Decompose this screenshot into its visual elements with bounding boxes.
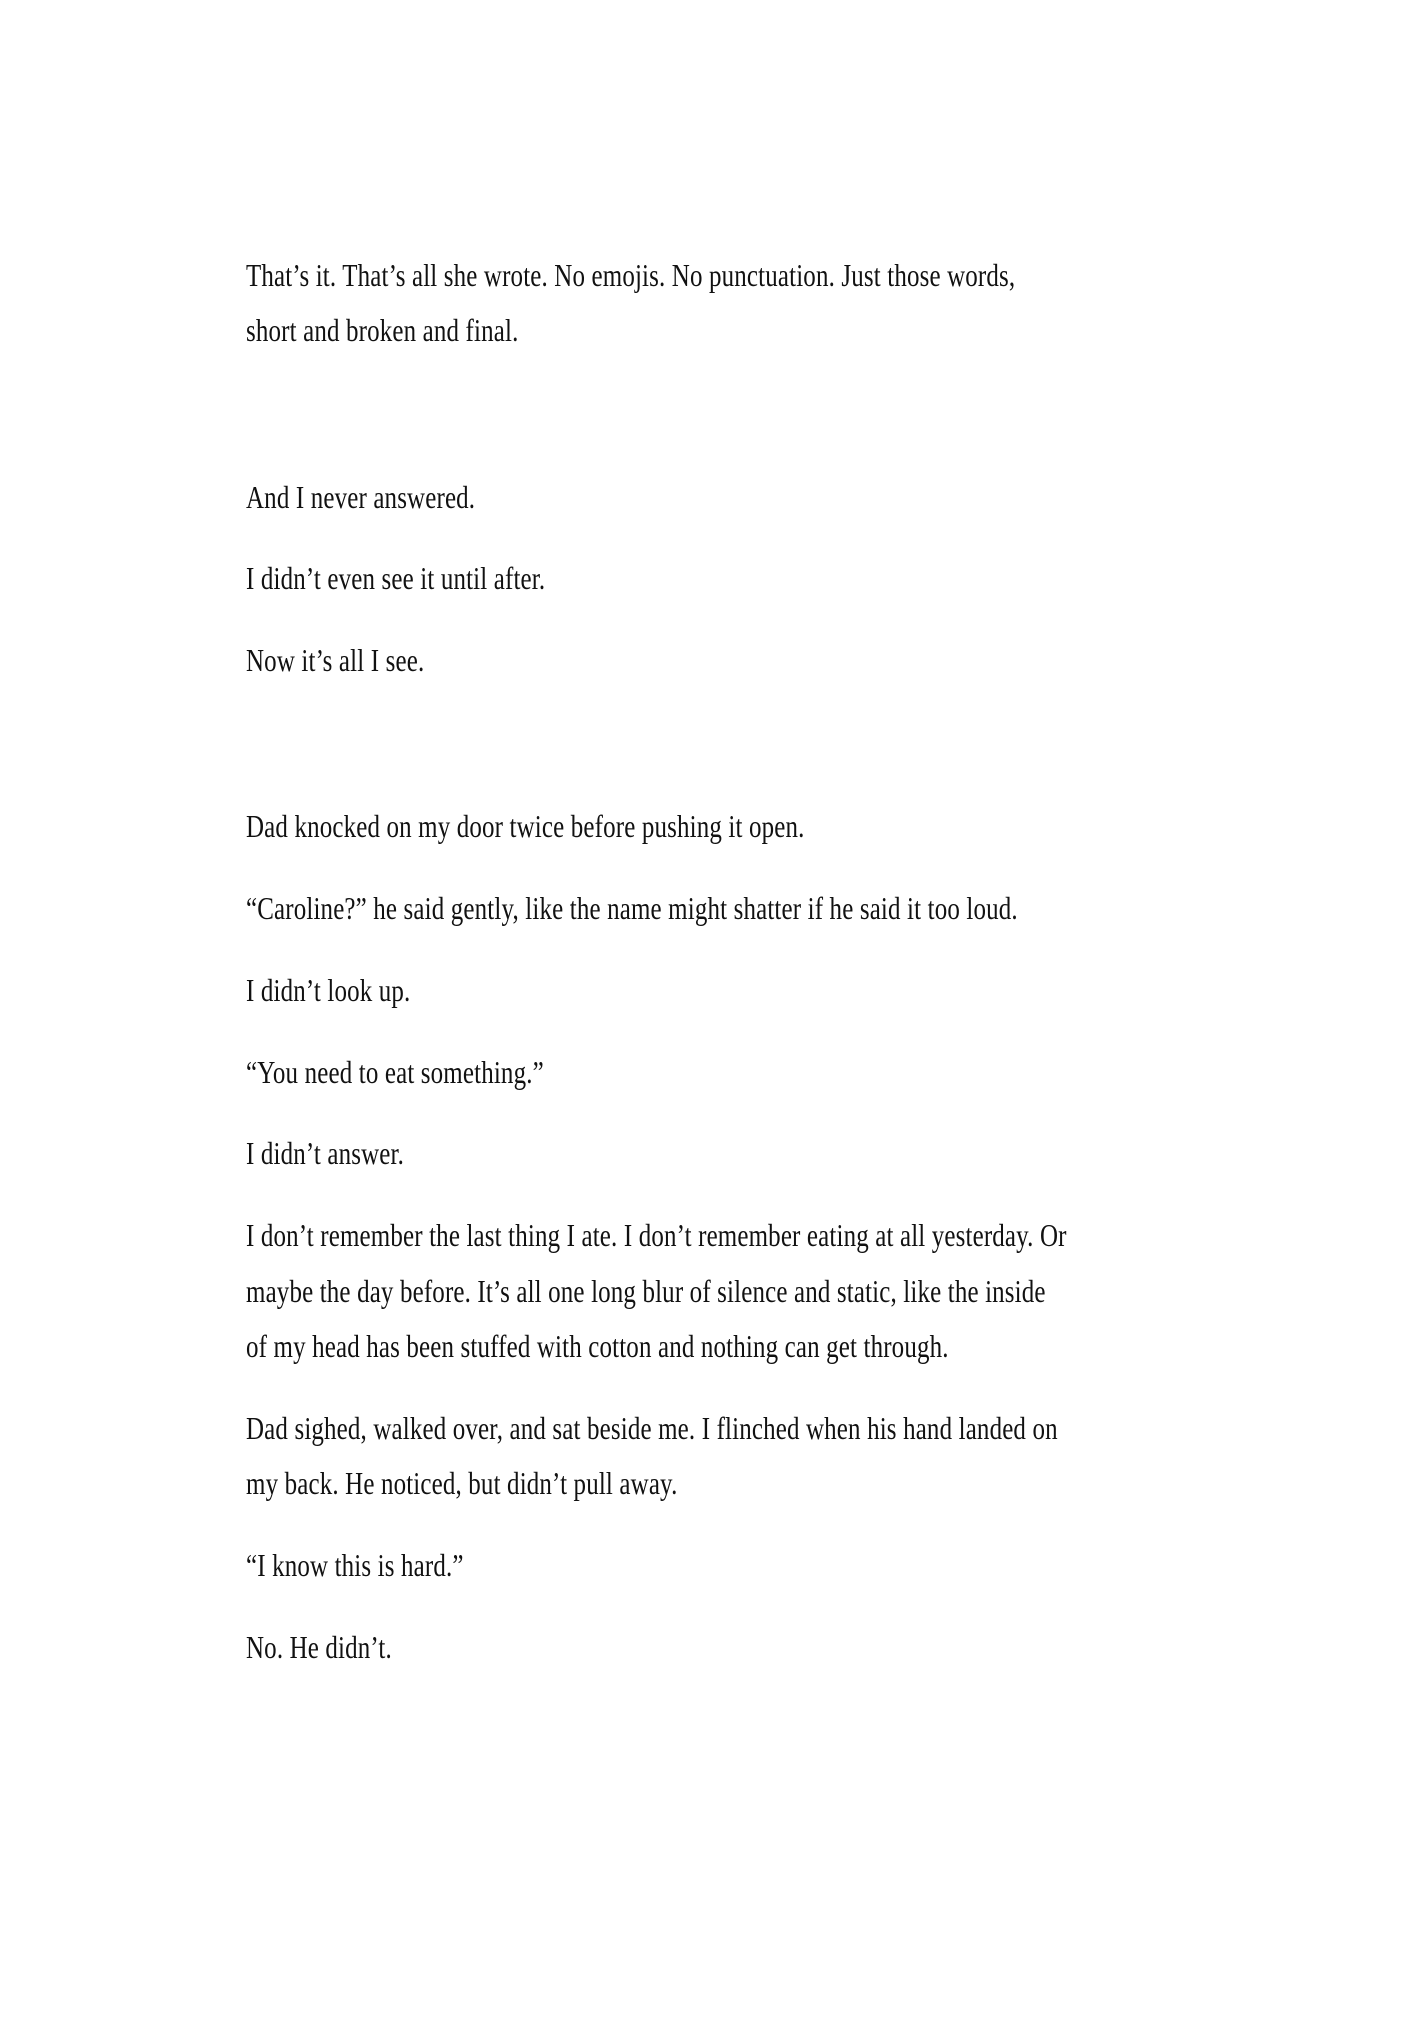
text-line: Now it’s all I see. xyxy=(246,642,425,678)
text-line: I didn’t look up. xyxy=(246,972,411,1008)
text-line: of my head has been stuffed with cotton and nothing can get through. xyxy=(246,1328,949,1364)
text-line: Dad knocked on my door twice before pushing it open. xyxy=(246,808,805,844)
text-line: I don’t remember the last thing I ate. I don’t remember eating at all yesterday. Or xyxy=(246,1217,1067,1253)
text-line: my back. He noticed, but didn’t pull away. xyxy=(246,1465,678,1501)
text-line: I didn’t even see it until after. xyxy=(246,560,546,596)
text-line: And I never answered. xyxy=(246,479,476,515)
text-line: That’s it. That’s all she wrote. No emojis. No punctuation. Just those words, xyxy=(246,257,1016,293)
text-line: maybe the day before. It’s all one long blur of silence and static, like the inside xyxy=(246,1273,1046,1309)
text-line: “Caroline?” he said gently, like the name might shatter if he said it too loud. xyxy=(246,890,1018,926)
text-line: No. He didn’t. xyxy=(246,1629,392,1665)
text-line: “You need to eat something.” xyxy=(246,1054,544,1090)
text-line: “I know this is hard.” xyxy=(246,1547,464,1583)
text-line: short and broken and final. xyxy=(246,312,519,348)
text-line: I didn’t answer. xyxy=(246,1135,405,1171)
text-line: Dad sighed, walked over, and sat beside me. I flinched when his hand landed on xyxy=(246,1410,1058,1446)
